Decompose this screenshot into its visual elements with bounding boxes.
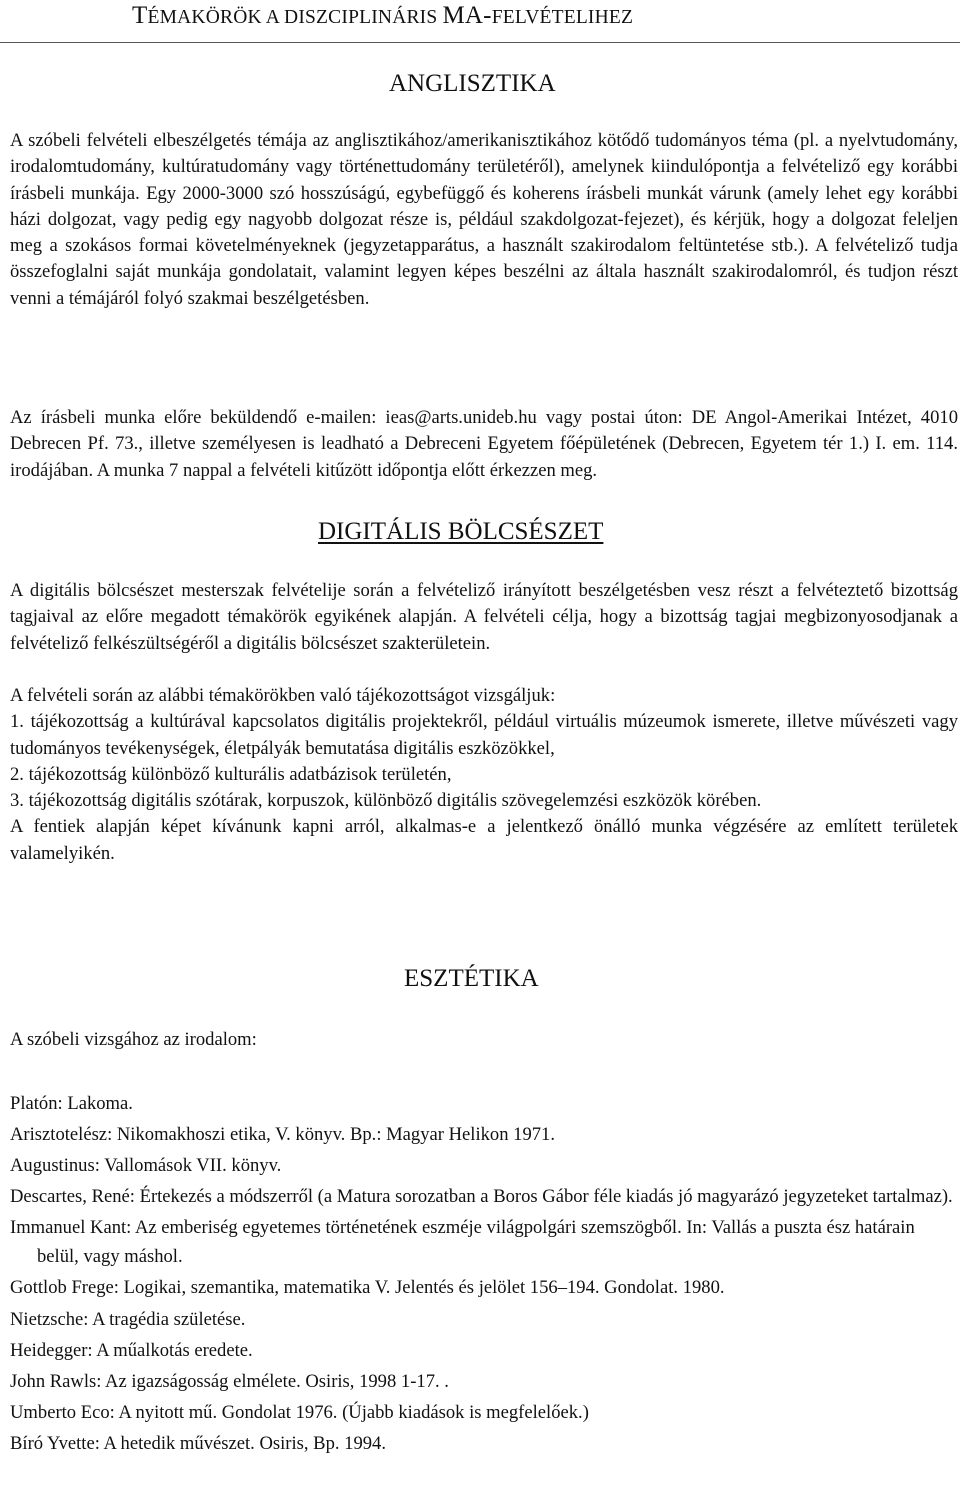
digitalis-topics: [10, 683, 958, 867]
topic-item-1: 1. tájékozottság a kultúrával kapcsolatos digitális projektekről, például virtuális múzeumok ismerete, illetve művészeti vagy tudományos tevékenységek, életpályák bemutatása digitális eszközökkel,: [10, 711, 958, 759]
digitalis-intro: A felvételi során az alábbi témakörökben való tájékozottságot vizsgáljuk:: [10, 685, 556, 706]
anglisztika-paragraph-2: Az írásbeli munka előre beküldendő e-mailen: ieas@arts.unideb.hu vagy postai úton: DE Angol-Amerikai Intézet, 4010 Debrecen Pf. 73., illetve személyesen is leadható a Debreceni Egyetem főépületének (Debrecen, Egyetem tér 1.) I. em. 114. irodájában. A munka 7 nappal a felvételi kitűzött időpontja előtt érkezzen meg.: [10, 407, 958, 481]
anglisztika-paragraph-1: A szóbeli felvételi elbeszélgetés témája az anglisztikához/amerikanisztikához kötődő tudományos téma (pl. a nyelvtudomány, irodalomtudomány, kultúratudomány vagy történettudomány területéről), amelynek kiindulópontja a felvételiző egy korábbi írásbeli munkája. Egy 2000-3000 szó hosszúságú, egybefüggő és koherens írásbeli munkát várunk (amely lehet egy korábbi házi dolgozat, vagy pedig egy nagyobb dolgozat része is, például szakdolgozat-fejezet), és kérjük, hogy a dolgozat feleljen meg a szokásos formai követelményeknek (jegyzetapparátus, a használt szakirodalom feltüntetése stb.). A felvételiző tudja összefoglalni saját munkája gondolatait, valamint legyen képes beszélni az általa használt szakirodalomról, és tudjon részt venni a témájáról folyó szakmai beszélgetésben.: [10, 130, 958, 309]
topic-item-3: 3. tájékozottság digitális szótárak, korpuszok, különböző digitális szövegelemzési eszközök körében.: [10, 790, 762, 812]
literature-label: A szóbeli vizsgához az irodalom:: [10, 1029, 257, 1050]
digitalis-paragraph-1: A digitális bölcsészet mesterszak felvételije során a felvételiző irányított beszélgetésben vesz részt a felvéteztető bizottság tagjaival az előre megadott témakörök egyikének alapján. A felvételi célja, hogy a bizottság tagjai megbizonyosodjanak a felvételiző felkészültségéről a digitális bölcsészet szakterületein.: [10, 580, 958, 654]
document-title: [132, 2, 633, 30]
reference-item: Augustinus: Vallomások VII. könyv.: [10, 1155, 282, 1177]
reference-item: Platón: Lakoma.: [10, 1093, 133, 1114]
reference-item: Heidegger: A műalkotás eredete.: [10, 1339, 253, 1361]
title-initial: T: [132, 2, 148, 29]
heading-digitalis-bolcseszet: DIGITÁLIS BÖLCSÉSZET: [318, 518, 604, 545]
reference-item: Arisztotelész: Nikomakhoszi etika, V. könyv. Bp.: Magyar Helikon 1971.: [10, 1124, 555, 1146]
title-divider: [0, 42, 960, 43]
reference-item: John Rawls: Az igazságosság elmélete. Osiris, 1998 1-17. .: [10, 1370, 449, 1392]
title-ma: MA-: [442, 2, 492, 29]
reference-list: [10, 1089, 958, 1460]
digitalis-closing: A fentiek alapján képet kívánunk kapni arról, alkalmas-e a jelentkező önálló munka végzésére az említett területek valamelyikén.: [10, 816, 958, 864]
heading-anglisztika: ANGLISZTIKA: [389, 70, 556, 97]
reference-item: Immanuel Kant: Az emberiség egyetemes történetének eszméje világpolgári szemszögből. In: Vallás a puszta ész határain belül, vagy máshol.: [10, 1217, 915, 1268]
reference-item: Bíró Yvette: A hetedik művészet. Osiris, Bp. 1994.: [10, 1432, 386, 1454]
reference-item: Descartes, René: Értekezés a módszerről (a Matura sorozatban a Boros Gábor féle kiadás jó magyarázó jegyzeteket tartalmaz).: [10, 1186, 953, 1208]
reference-item: Nietzsche: A tragédia születése.: [10, 1308, 246, 1330]
topic-item-2: 2. tájékozottság különböző kulturális adatbázisok területén,: [10, 763, 452, 785]
reference-item: Umberto Eco: A nyitott mű. Gondolat 1976. (Újabb kiadások is megfelelőek.): [10, 1401, 589, 1423]
title-part-1: ÉMAKÖRÖK A DISZCIPLINÁRIS: [147, 7, 443, 28]
heading-esztetika: ESZTÉTIKA: [404, 965, 539, 992]
title-part-2: FELVÉTELIHEZ: [491, 7, 634, 28]
reference-item: Gottlob Frege: Logikai, szemantika, matematika V. Jelentés és jelölet 156–194. Gondolat. 1980.: [10, 1277, 725, 1299]
